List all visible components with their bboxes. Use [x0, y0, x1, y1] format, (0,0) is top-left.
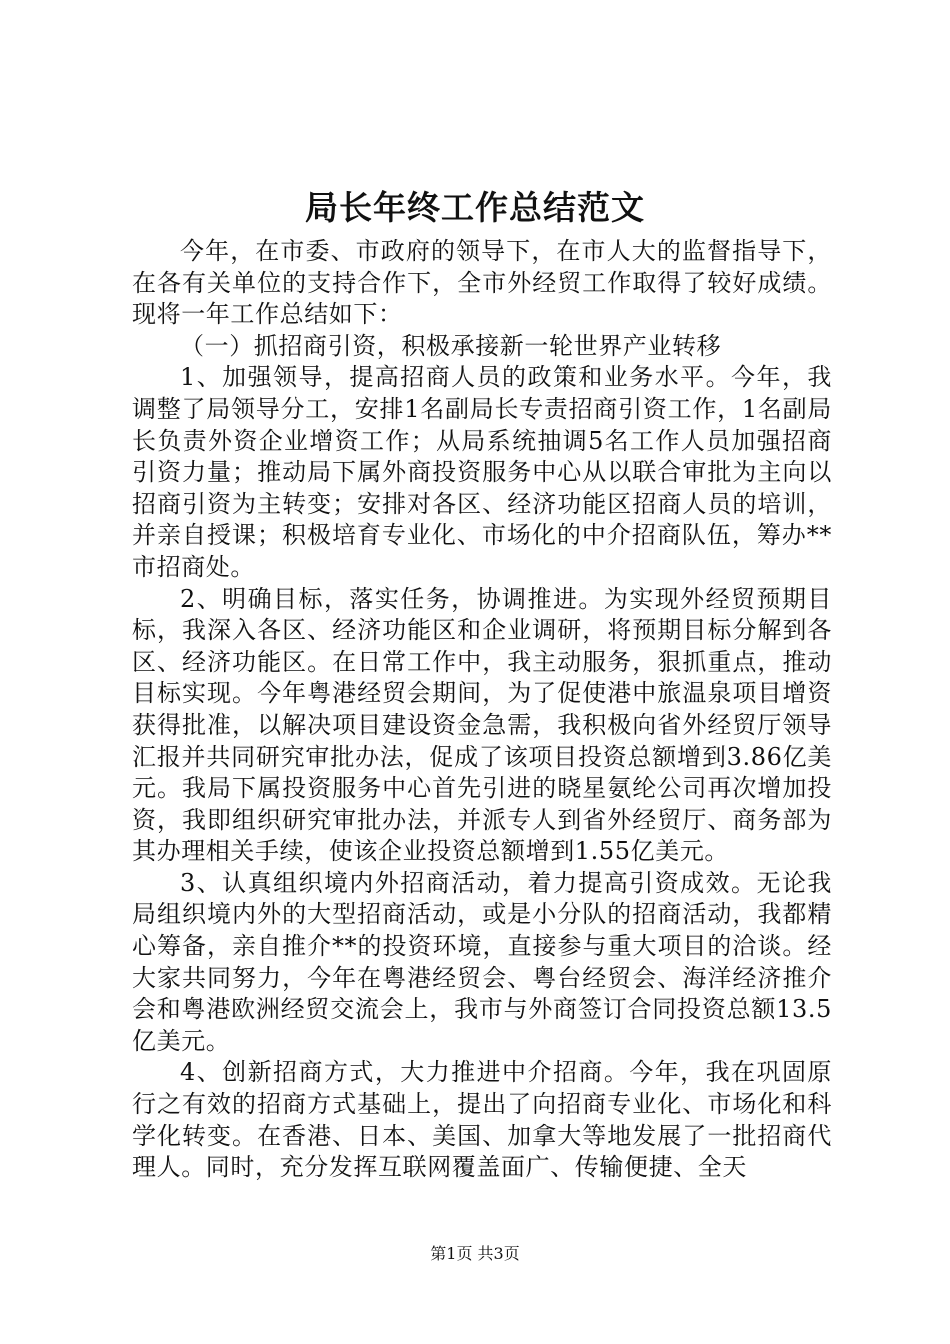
- page-footer: 第1页 共3页: [430, 1244, 520, 1263]
- paragraph-item-4: 4、创新招商方式，大力推进中介招商。今年，我在巩固原行之有效的招商方式基础上，提出了向招商专业化、市场化和科学化转变。在香港、日本、美国、加拿大等地发展了一批招商代理人。同时，充分发挥互联网覆盖面广、传输便捷、全天: [132, 1058, 832, 1182]
- paragraph-item-3: 3、认真组织境内外招商活动，着力提高引资成效。无论我局组织境内外的大型招商活动，或是小分队的招商活动，我都精心筹备，亲自推介**的投资环境，直接参与重大项目的洽谈。经大家共同努力，今年在粤港经贸会、粤台经贸会、海洋经济推介会和粤港欧洲经贸交流会上，我市与外商签订合同投资总额13.5亿美元。: [132, 868, 832, 1055]
- section-heading: （一）抓招商引资，积极承接新一轮世界产业转移: [180, 331, 722, 360]
- document-body: [132, 236, 832, 1184]
- paragraph-intro: 今年，在市委、市政府的领导下，在市人大的监督指导下，在各有关单位的支持合作下，全市外经贸工作取得了较好成绩。现将一年工作总结如下：: [132, 237, 832, 329]
- document-title: 局长年终工作总结范文: [305, 188, 645, 227]
- paragraph-item-2: 2、明确目标，落实任务，协调推进。为实现外经贸预期目标，我深入各区、经济功能区和企业调研，将预期目标分解到各区、经济功能区。在日常工作中，我主动服务，狠抓重点，推动目标实现。今年粤港经贸会期间，为了促使港中旅温泉项目增资获得批准，以解决项目建设资金急需，我积极向省外经贸厅领导汇报并共同研究审批办法，促成了该项目投资总额增到3.86亿美元。我局下属投资服务中心首先引进的晓星氨纶公司再次增加投资，我即组织研究审批办法，并派专人到省外经贸厅、商务部为其办理相关手续，使该企业投资总额增到1.55亿美元。: [132, 584, 832, 866]
- paragraph-item-1: 1、加强领导，提高招商人员的政策和业务水平。今年，我调整了局领导分工，安排1名副局长专责招商引资工作，1名副局长负责外资企业增资工作；从局系统抽调5名工作人员加强招商引资力量；推动局下属外商投资服务中心从以联合审批为主向以招商引资为主转变；安排对各区、经济功能区招商人员的培训，并亲自授课；积极培育专业化、市场化的中介招商队伍，筹办**市招商处。: [132, 363, 832, 581]
